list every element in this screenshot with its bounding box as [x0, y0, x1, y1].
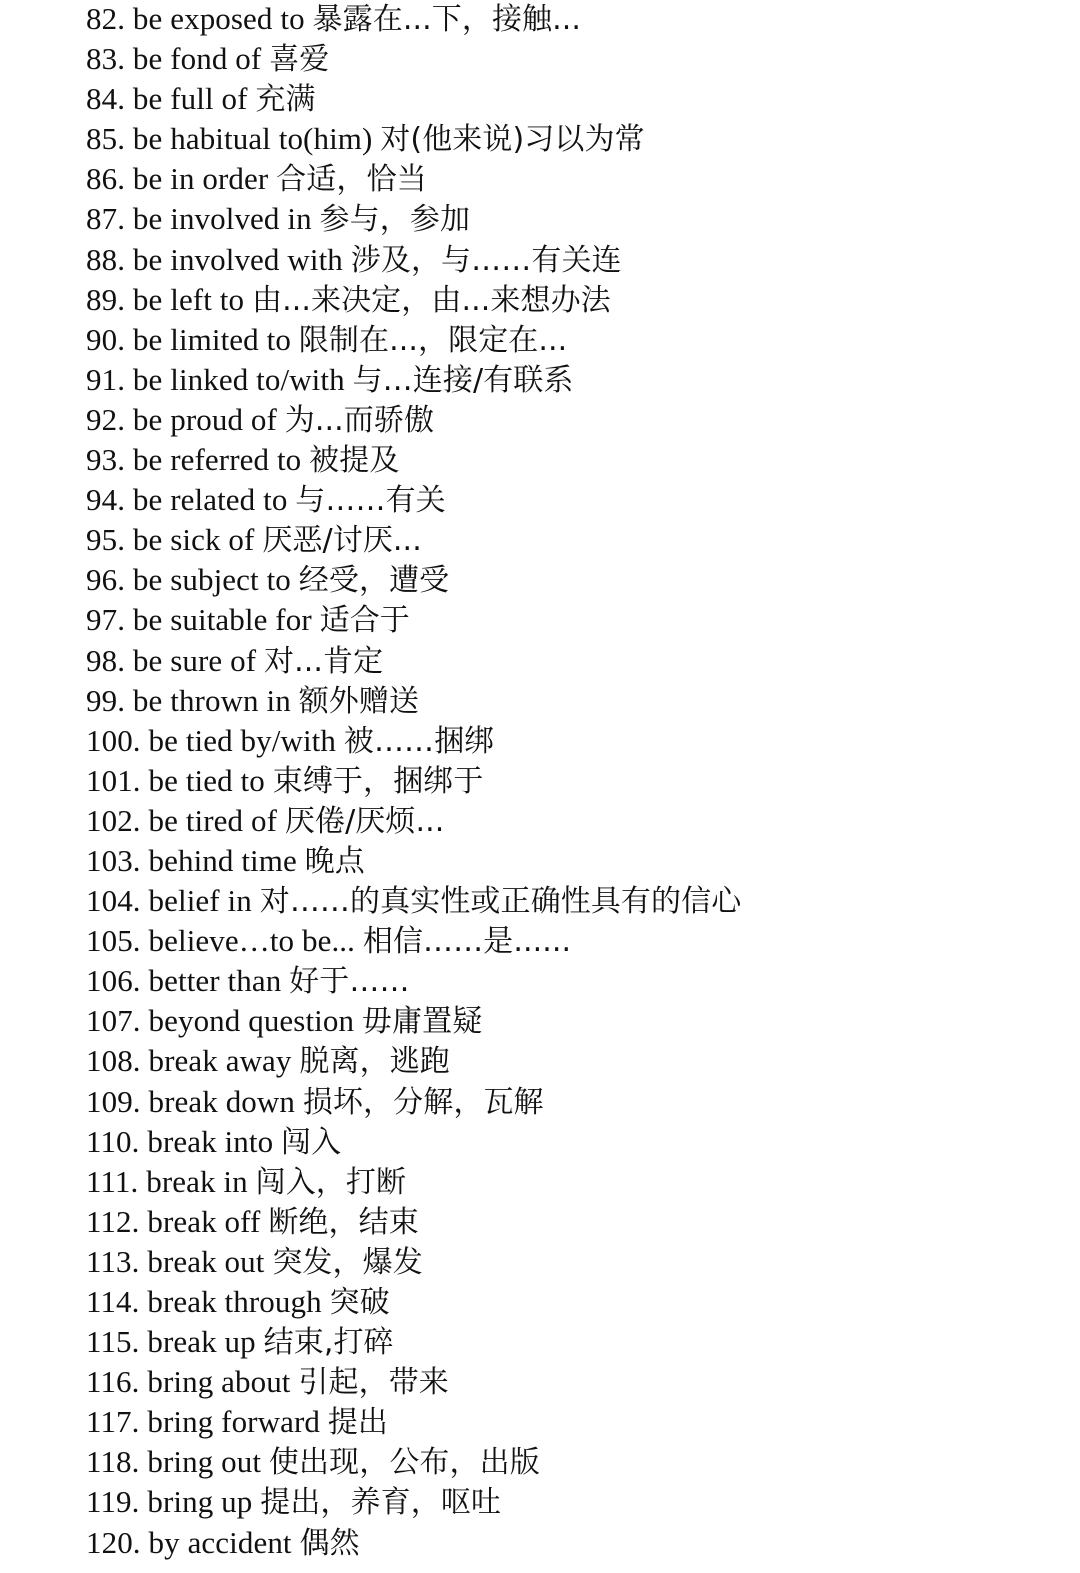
english-phrase: be habitual to(him): [132, 121, 373, 157]
entry-number: 95.: [86, 522, 126, 558]
list-item: [86, 280, 741, 320]
english-phrase: be proud of: [132, 401, 277, 437]
list-item: [86, 39, 741, 79]
entry-number: 102.: [86, 802, 141, 838]
entry-number: 120.: [86, 1524, 141, 1560]
english-phrase: break off: [147, 1203, 261, 1239]
entry-number: 85.: [86, 121, 126, 157]
list-item: [86, 1242, 741, 1282]
english-phrase: bring forward: [147, 1404, 320, 1440]
chinese-meaning: 充满: [255, 82, 316, 118]
entry-number: 83.: [86, 41, 126, 77]
chinese-meaning: 涉及，与……有关连: [350, 242, 622, 278]
entry-number: 86.: [86, 161, 126, 197]
entry-number: 87.: [86, 201, 126, 237]
chinese-meaning: 断绝，结束: [268, 1204, 419, 1240]
chinese-meaning: 被……捆绑: [343, 723, 495, 759]
english-phrase: better than: [148, 963, 282, 999]
list-item: [86, 761, 741, 801]
english-phrase: beyond question: [148, 1003, 355, 1039]
list-item: [86, 440, 741, 480]
list-item: [86, 320, 741, 360]
list-item: [86, 881, 741, 921]
english-phrase: belief in: [148, 883, 252, 919]
list-item: [86, 1082, 741, 1122]
chinese-meaning: 闯入: [281, 1124, 342, 1160]
list-item: [86, 1523, 741, 1563]
list-item: [86, 1122, 741, 1162]
english-phrase: bring up: [147, 1484, 253, 1520]
list-item: [86, 360, 741, 400]
entry-number: 101.: [86, 762, 141, 798]
chinese-meaning: 与…连接/有联系: [352, 362, 574, 398]
english-phrase: behind time: [148, 842, 297, 878]
chinese-meaning: 为...而骄傲: [284, 402, 435, 438]
list-item: [86, 681, 741, 721]
entry-number: 112.: [86, 1203, 140, 1239]
chinese-meaning: 突破: [329, 1285, 390, 1320]
entry-number: 118.: [86, 1444, 140, 1480]
list-item: [86, 480, 741, 520]
chinese-meaning: 适合于: [319, 603, 410, 639]
phrase-list: [86, 0, 741, 1563]
english-phrase: bring out: [147, 1444, 262, 1480]
chinese-meaning: 结束,打碎: [263, 1325, 394, 1361]
english-phrase: be sure of: [132, 642, 257, 678]
english-phrase: be thrown in: [132, 682, 291, 718]
entry-number: 117.: [86, 1404, 140, 1440]
english-phrase: be in order: [132, 161, 269, 197]
english-phrase: by accident: [148, 1524, 292, 1560]
english-phrase: be sick of: [132, 522, 255, 558]
english-phrase: break into: [147, 1123, 274, 1159]
entry-number: 100.: [86, 722, 141, 758]
english-phrase: be involved in: [132, 201, 312, 237]
list-item: [86, 600, 741, 640]
english-phrase: be involved with: [132, 241, 343, 277]
chinese-meaning: 对(他来说)习以为常: [380, 122, 645, 158]
entry-number: 110.: [86, 1123, 140, 1159]
chinese-meaning: 引起，带来: [298, 1365, 449, 1401]
entry-number: 82.: [86, 1, 126, 36]
cut-off-next-line: [380, 1566, 500, 1573]
list-item: [86, 1162, 741, 1202]
chinese-meaning: 喜爱: [269, 42, 330, 78]
entry-number: 91.: [86, 361, 126, 397]
entry-number: 97.: [86, 602, 126, 638]
entry-number: 104.: [86, 883, 141, 919]
entry-number: 108.: [86, 1043, 141, 1079]
list-item: [86, 1202, 741, 1242]
list-item: [86, 1362, 741, 1402]
list-item: [86, 641, 741, 681]
chinese-meaning: 厌倦/厌烦...: [284, 803, 445, 839]
chinese-meaning: 限制在...，限定在...: [298, 322, 568, 358]
chinese-meaning: 与……有关: [295, 483, 446, 519]
entry-number: 111.: [86, 1163, 139, 1199]
english-phrase: be related to: [132, 482, 288, 518]
english-phrase: break in: [146, 1163, 248, 1199]
entry-number: 99.: [86, 682, 126, 718]
list-item: [86, 79, 741, 119]
list-item: [86, 1402, 741, 1442]
entry-number: 109.: [86, 1083, 141, 1119]
list-item: [86, 400, 741, 440]
list-item: [86, 520, 741, 560]
english-phrase: break up: [147, 1324, 256, 1360]
english-phrase: be tied by/with: [148, 722, 336, 758]
chinese-meaning: 暴露在...下，接触...: [312, 2, 582, 37]
english-phrase: break through: [147, 1284, 322, 1319]
english-phrase: bring about: [147, 1364, 291, 1400]
english-phrase: be subject to: [132, 562, 291, 598]
english-phrase: be full of: [132, 81, 248, 117]
list-item: [86, 801, 741, 841]
english-phrase: break away: [148, 1043, 292, 1079]
list-item: [86, 961, 741, 1001]
list-item: [86, 0, 741, 39]
list-item: [86, 240, 741, 280]
list-item: [86, 199, 741, 239]
english-phrase: believe…to be...: [148, 923, 355, 959]
entry-number: 115.: [86, 1324, 140, 1360]
english-phrase: be exposed to: [132, 1, 305, 36]
entry-number: 107.: [86, 1003, 141, 1039]
chinese-meaning: 偶然: [299, 1525, 360, 1561]
entry-number: 90.: [86, 321, 126, 357]
list-item: [86, 721, 741, 761]
chinese-meaning: 对……的真实性或正确性具有的信心: [259, 884, 742, 920]
chinese-meaning: 闯入，打断: [255, 1164, 407, 1200]
list-item: [86, 1282, 741, 1322]
list-item: [86, 159, 741, 199]
list-item: [86, 1482, 741, 1522]
chinese-meaning: 合适，恰当: [276, 162, 427, 198]
list-item: [86, 841, 741, 881]
chinese-meaning: 由...来决定，由...来想办法: [251, 282, 611, 318]
entry-number: 89.: [86, 281, 126, 317]
chinese-meaning: 晚点: [304, 843, 365, 879]
english-phrase: be tired of: [148, 802, 278, 838]
entry-number: 113.: [86, 1243, 140, 1279]
english-phrase: be tied to: [148, 762, 265, 798]
entry-number: 116.: [86, 1364, 140, 1400]
chinese-meaning: 相信……是......: [362, 924, 572, 960]
entry-number: 92.: [86, 401, 126, 437]
chinese-meaning: 使出现，公布，出版: [268, 1445, 540, 1481]
english-phrase: be limited to: [132, 321, 291, 357]
chinese-meaning: 提出，养育，呕吐: [260, 1485, 502, 1521]
list-item: [86, 119, 741, 159]
entry-number: 106.: [86, 963, 141, 999]
entry-number: 103.: [86, 842, 141, 878]
entry-number: 119.: [86, 1484, 140, 1520]
chinese-meaning: 提出: [327, 1405, 389, 1441]
entry-number: 88.: [86, 241, 126, 277]
chinese-meaning: 额外赠送: [298, 683, 420, 719]
english-phrase: break down: [148, 1083, 295, 1119]
chinese-meaning: 对...肯定: [264, 643, 384, 679]
entry-number: 114.: [86, 1284, 140, 1319]
chinese-meaning: 厌恶/讨厌...: [262, 523, 422, 559]
entry-number: 93.: [86, 442, 126, 478]
english-phrase: break out: [147, 1243, 265, 1279]
list-item: [86, 1001, 741, 1041]
english-phrase: be left to: [132, 281, 245, 317]
chinese-meaning: 参与，参加: [319, 202, 471, 238]
chinese-meaning: 被提及: [309, 443, 400, 479]
chinese-meaning: 突发，爆发: [272, 1244, 423, 1280]
entry-number: 105.: [86, 923, 141, 959]
chinese-meaning: 好于……: [289, 964, 410, 1000]
chinese-meaning: 毋庸置疑: [361, 1004, 483, 1040]
chinese-meaning: 经受，遭受: [298, 563, 450, 599]
entry-number: 96.: [86, 562, 126, 598]
entry-number: 94.: [86, 482, 126, 518]
chinese-meaning: 损坏，分解，瓦解: [302, 1084, 544, 1120]
english-phrase: be referred to: [132, 442, 302, 478]
list-item: [86, 1041, 741, 1081]
english-phrase: be linked to/with: [132, 361, 345, 397]
entry-number: 98.: [86, 642, 126, 678]
chinese-meaning: 束缚于，捆绑于: [272, 763, 484, 799]
entry-number: 84.: [86, 81, 126, 117]
list-item: [86, 921, 741, 961]
english-phrase: be suitable for: [132, 602, 312, 638]
english-phrase: be fond of: [132, 41, 262, 77]
list-item: [86, 1322, 741, 1362]
list-item: [86, 560, 741, 600]
chinese-meaning: 脱离，逃跑: [299, 1044, 450, 1080]
list-item: [86, 1442, 741, 1482]
